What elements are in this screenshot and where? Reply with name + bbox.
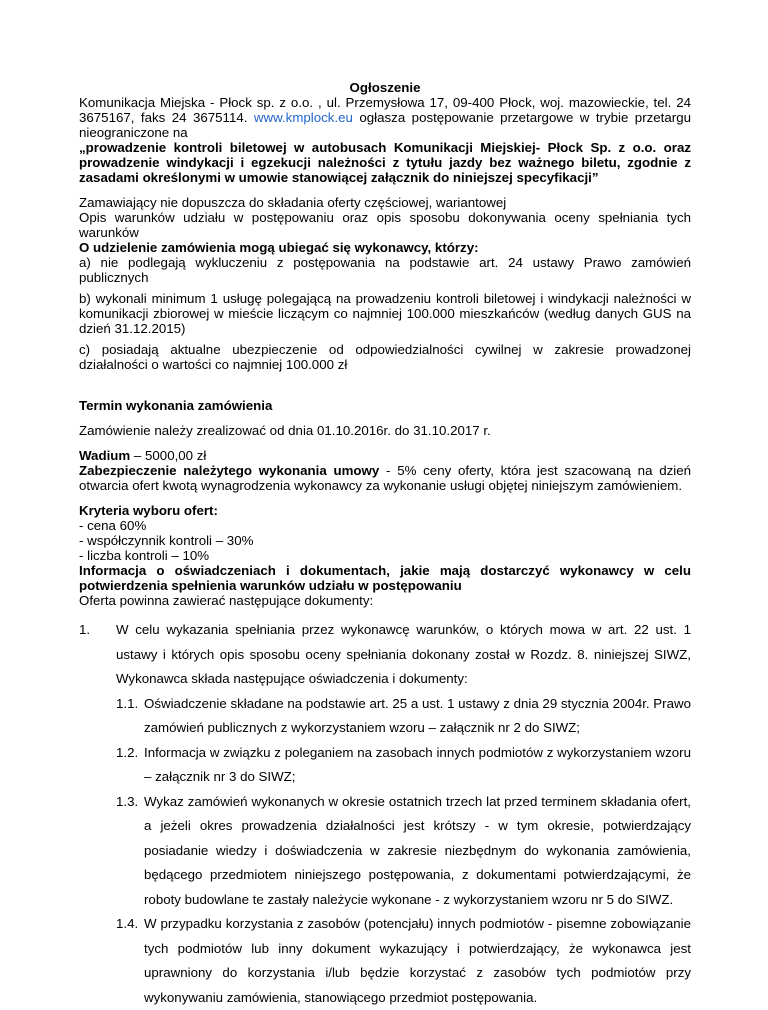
subitem-number: 1.4.	[116, 916, 139, 931]
subitem-text: Informacja w związku z poleganiem na zasobach innych podmiotów z wykorzystaniem wzoru – załącznik nr 3 do SIWZ;	[144, 744, 691, 784]
subitem-number: 1.2.	[116, 744, 139, 760]
intro-paragraph	[79, 95, 691, 140]
wadium-label: Wadium	[79, 448, 131, 463]
security-text: - 5% ceny oferty, która jest szacowaną na dzień otwarcia ofert kwotą wynagrodzenia wykonawcy za wykonanie usługi objętej niniejszym zamówieniem.	[79, 463, 691, 493]
wadium-line	[79, 448, 691, 463]
subitem-number: 1.3.	[116, 793, 139, 809]
document-item-1	[79, 618, 691, 692]
website-link[interactable]: www.kmplock.eu	[253, 110, 353, 125]
item-number: 1.	[79, 622, 91, 637]
documents-intro: Oferta powinna zawierać następujące dokumenty:	[79, 593, 374, 608]
item-text: W celu wykazania spełniania przez wykonawcę warunków, o których mowa w art. 22 ust. 1 ustawy i których opis sposobu oceny spełniania dokonany został w Rozdz. 8. niniejszej SIWZ, Wykonawca składa następujące oświadczenia i dokumenty:	[116, 622, 691, 686]
subitem-number: 1.1.	[116, 695, 139, 711]
security-paragraph	[79, 463, 691, 493]
criteria-list	[79, 518, 691, 563]
term-heading: Termin wykonania zamówienia	[79, 398, 273, 413]
document-page	[79, 80, 691, 1010]
condition-b: b) wykonali minimum 1 usługę polegającą na prowadzeniu kontroli biletowej i windykacji należności w komunikacji zbiorowej w mieście liczącym co najmniej 100.000 mieszkańców (według danych GUS na dzień 31.12.2015)	[79, 291, 691, 336]
contract-subject: „prowadzenie kontroli biletowej w autobusach Komunikacji Miejskiej- Płock Sp. z o.o. oraz prowadzenie windykacji i egzekucji należności z tytułu jazdy bez ważnego biletu, zgodnie z zasadami określonymi w umowie stanowiącej załącznik do niniejszej specyfikacji”	[79, 140, 691, 185]
no-partial-offer-text: Zamawiający nie dopuszcza do składania oferty częściowej, wariantowej	[79, 195, 507, 210]
criteria-item: - liczba kontroli – 10%	[79, 548, 210, 563]
page-title: Ogłoszenie	[349, 80, 421, 95]
subitem-text: Wykaz zamówień wykonanych w okresie ostatnich trzech lat przed terminem składania ofert, a jeżeli okres prowadzenia działalności jest krótszy - w tym okresie, potwierdzający posiadanie wiedzy i doświadczenia w zakresie niezbędnym do wykonania zamówienia, będącego przedmiotem niniejszego postępowania, z dokumentami potwierdzającymi, że roboty budowlane te zastały należycie wykonane - z wykorzystaniem wzoru nr 5 do SIWZ.	[144, 793, 691, 907]
wadium-value: – 5000,00 zł	[130, 448, 207, 463]
criteria-item: - cena 60%	[79, 518, 147, 533]
security-label: Zabezpieczenie należytego wykonania umowy	[79, 463, 380, 478]
documents-heading: Informacja o oświadczeniach i dokumentach, jakie mają dostarczyć wykonawcy w celu potwierdzenia spełnienia warunków udziału w postępowaniu	[79, 563, 691, 593]
subitem-text: W przypadku korzystania z zasobów (potencjału) innych podmiotów - pisemne zobowiązanie tych podmiotów lub inny dokument wykazujący i potwierdzający, że wykonawca jest uprawniony do korzystania i/lub będzie korzystać z zasobów tych podmiotów przy wykonywaniu zamówienia, stanowiącego przedmiot postępowania.	[144, 916, 691, 1005]
document-subitem-1-2	[79, 741, 691, 790]
condition-a: a) nie podlegają wykluczeniu z postępowania na podstawie art. 24 ustawy Prawo zamówień publicznych	[79, 255, 691, 285]
conditions-heading: O udzielenie zamówienia mogą ubiegać się wykonawcy, którzy:	[79, 240, 479, 255]
intro-text-after-link: ogłasza postępowanie przetargowe w trybie przetargu nieograniczone na	[79, 110, 691, 140]
intro-text: Komunikacja Miejska - Płock sp. z o.o. , ul. Przemysłowa 17, 09-400 Płock, woj. mazowieckie, tel. 24 3675167, faks 24 3675114.	[79, 95, 691, 125]
criteria-heading: Kryteria wyboru ofert:	[79, 503, 218, 518]
document-subitem-1-3	[79, 790, 691, 913]
condition-c: c) posiadają aktualne ubezpieczenie od odpowiedzialności cywilnej w zakresie prowadzonej działalności o wartości co najmniej 100.000 zł	[79, 342, 691, 372]
term-text: Zamówienie należy zrealizować od dnia 01.10.2016r. do 31.10.2017 r.	[79, 423, 491, 438]
conditions-description: Opis warunków udziału w postępowaniu oraz opis sposobu dokonywania oceny spełniania tych warunków	[79, 210, 691, 240]
document-subitem-1-4	[79, 912, 691, 1010]
criteria-item: - współczynnik kontroli – 30%	[79, 533, 254, 548]
document-subitem-1-1	[79, 692, 691, 741]
subitem-text: Oświadczenie składane na podstawie art. 25 a ust. 1 ustawy z dnia 29 stycznia 2004r. Prawo zamówień publicznych z wykorzystaniem wzoru – załącznik nr 2 do SIWZ;	[144, 695, 691, 735]
